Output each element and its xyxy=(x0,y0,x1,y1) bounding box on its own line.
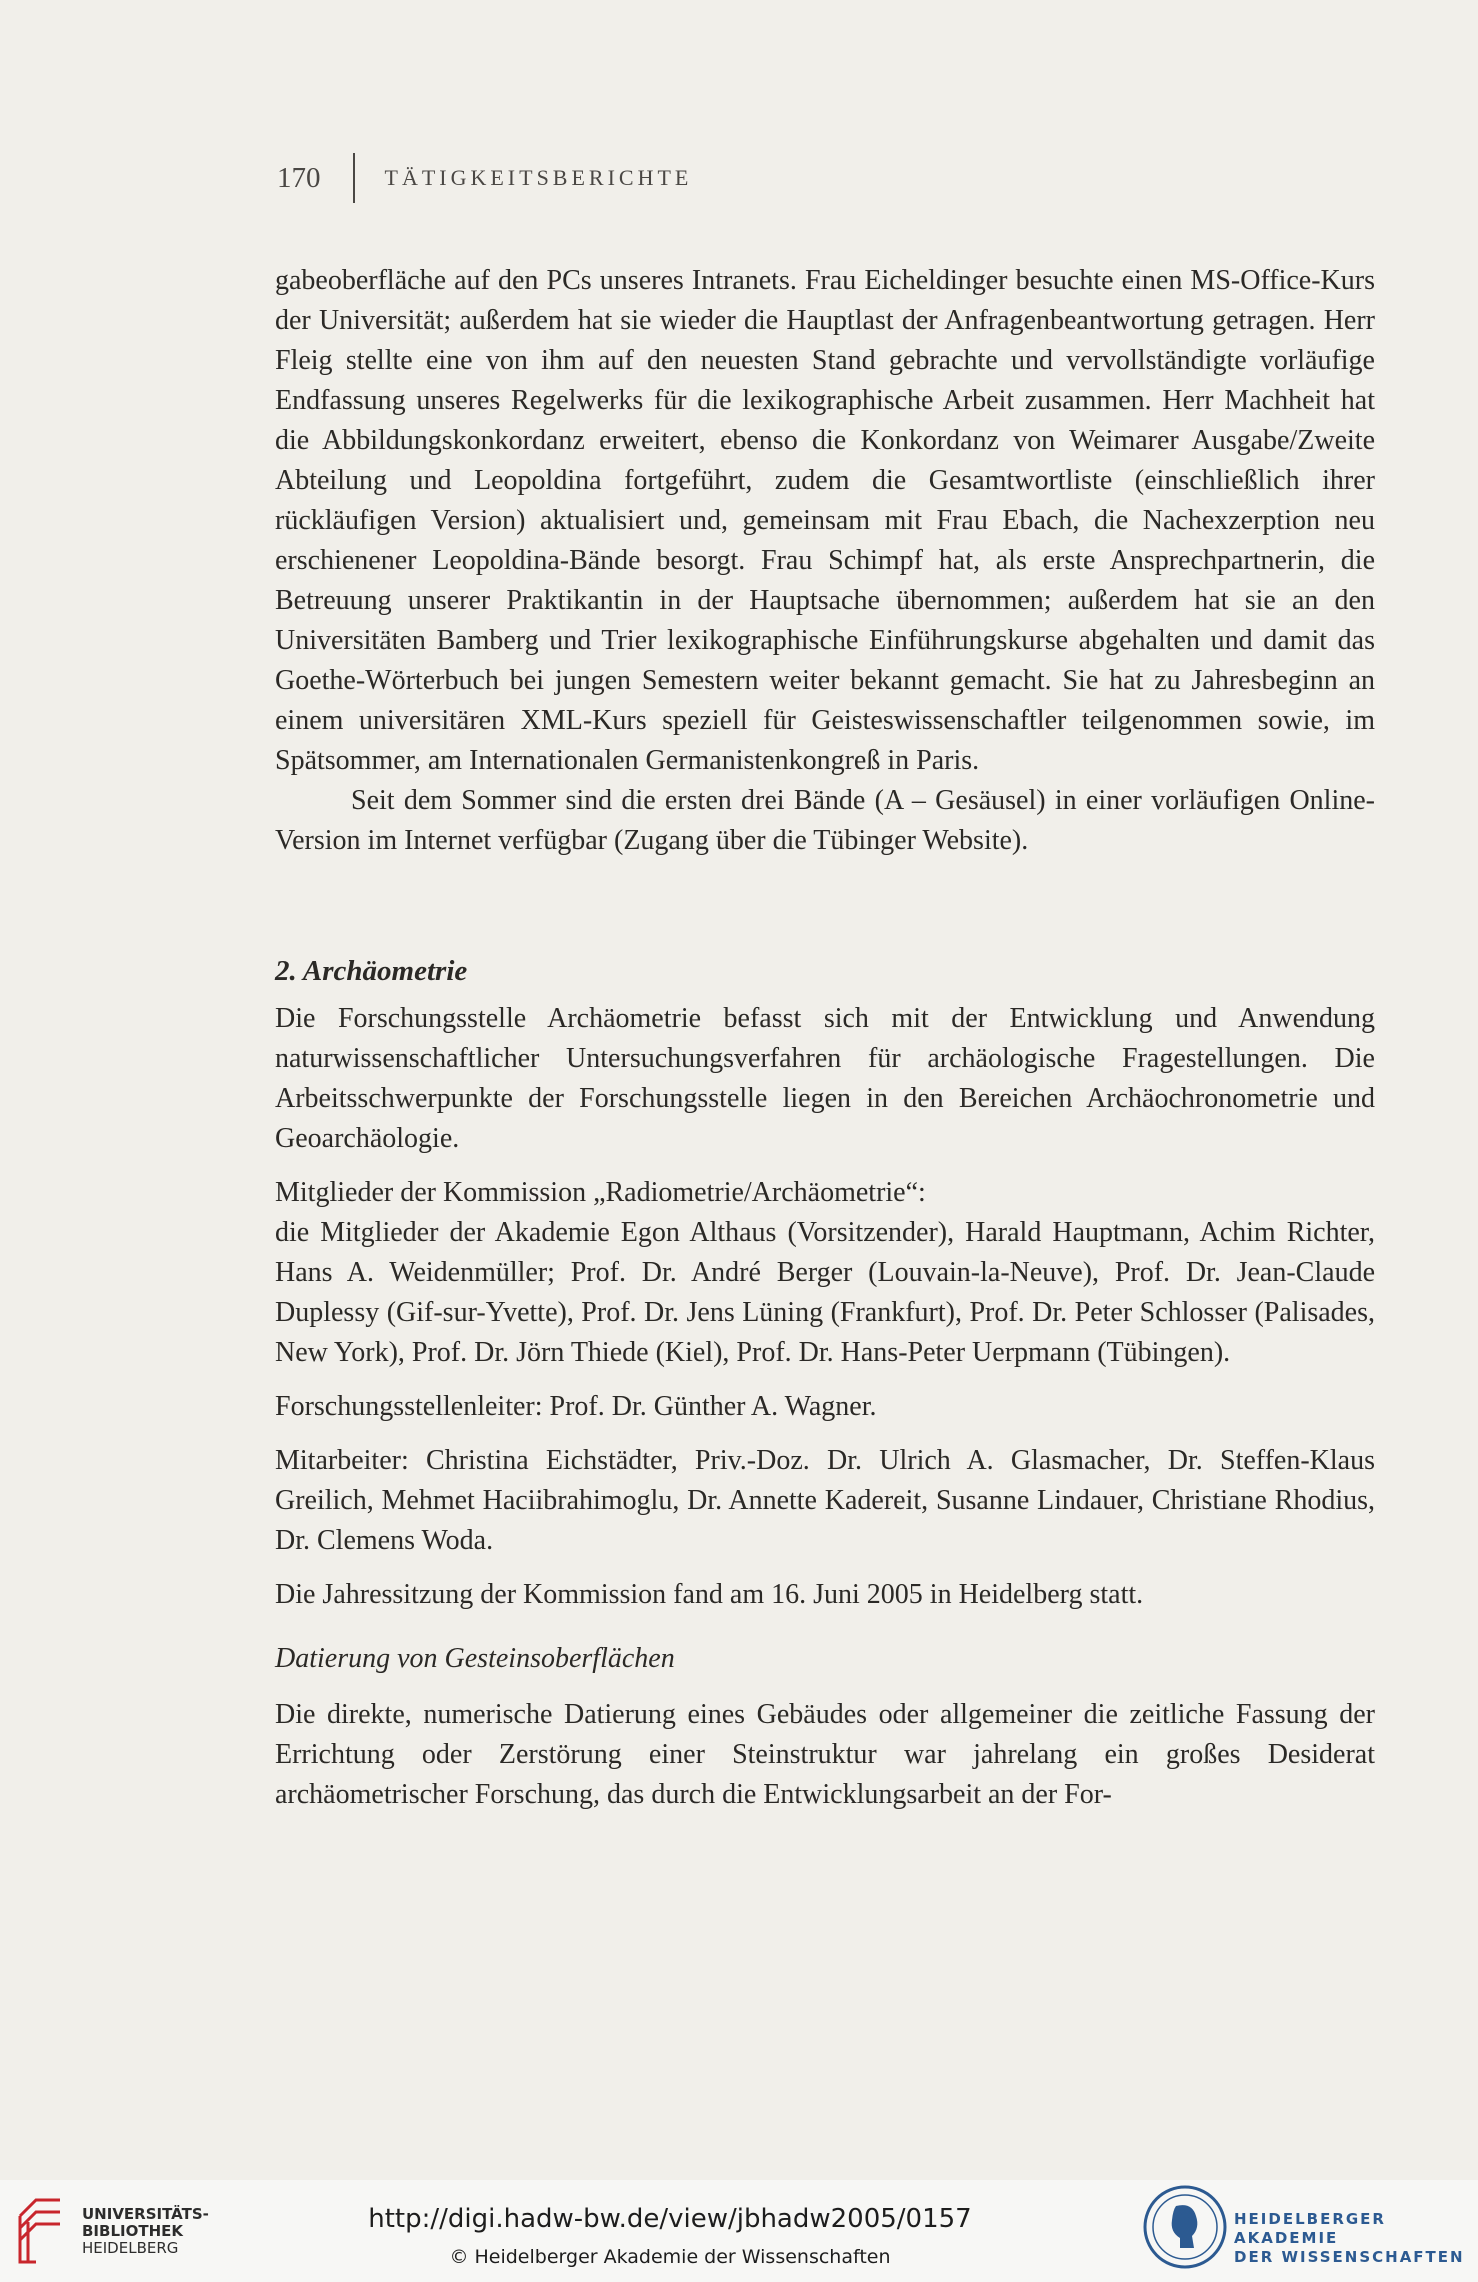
running-title: TÄTIGKEITSBERICHTE xyxy=(384,165,693,190)
page-header xyxy=(277,158,692,198)
academy-name xyxy=(1234,2210,1478,2267)
section-intro: Die Forschungsstelle Archäometrie befasst sich mit der Entwicklung und Anwendung naturwissenschaftlicher Untersuchungsverfahren für archäologische Fragestellungen. Die Arbeitsschwerpunkte der Forschungsstelle liegen in den Bereichen Archäochronometrie und Geoarchäologie. xyxy=(275,1003,1375,1154)
subsection-paragraph: Die direkte, numerische Datierung eines Gebäudes oder allgemeiner die zeitliche Fassung der Errichtung oder Zerstörung einer Steinstruktur war jahrelang ein großes Desiderat archäometrischer Forschung, das durch die Entwicklungsarbeit an der For- xyxy=(275,1699,1375,1810)
digitization-footer xyxy=(0,2180,1478,2282)
page-number: 170 xyxy=(277,161,321,194)
leader-line: Forschungsstellenleiter: Prof. Dr. Günther A. Wagner. xyxy=(275,1391,877,1422)
permalink-url[interactable]: http://digi.hadw-bw.de/view/jbhadw2005/0157 xyxy=(368,2204,972,2234)
header-divider xyxy=(353,153,355,203)
copyright-notice: © Heidelberger Akademie der Wissenschaften xyxy=(449,2246,891,2268)
library-name-line: BIBLIOTHEK xyxy=(82,2222,183,2240)
academy-name-line: HEIDELBERGER AKADEMIE xyxy=(1234,2210,1386,2247)
section-gap xyxy=(275,861,1375,951)
meeting-line: Die Jahressitzung der Kommission fand am 16. Juni 2005 in Heidelberg statt. xyxy=(275,1579,1144,1610)
academy-seal-icon xyxy=(1140,2182,1230,2272)
academy-name-line: DER WISSENSCHAFTEN xyxy=(1234,2248,1465,2266)
members-list: die Mitglieder der Akademie Egon Althaus (Vorsitzender), Harald Hauptmann, Achim Richter, Hans A. Weidenmüller; Prof. Dr. André Berger (Louvain-la-Neuve), Prof. Dr. Jean-Claude Duplessy (Gif-sur-Yvette), Prof. Dr. Jens Lüning (Frankfurt), Prof. Dr. Peter Schlosser (Palisades, New York), Prof. Dr. Jörn Thiede (Kiel), Prof. Dr. Hans-Peter Uerpmann (Tübingen). xyxy=(275,1217,1375,1368)
library-name-line: HEIDELBERG xyxy=(82,2239,179,2257)
subsection-heading: Datierung von Gesteinsoberflächen xyxy=(275,1643,675,1674)
staff-list: Mitarbeiter: Christina Eichstädter, Priv.-Doz. Dr. Ulrich A. Glasmacher, Dr. Steffen-Klaus Greilich, Mehmet Haciibrahimoglu, Dr. Annette Kadereit, Susanne Lindauer, Christiane Rhodius, Dr. Clemens Woda. xyxy=(275,1445,1375,1556)
library-logo-icon xyxy=(14,2188,66,2268)
library-name xyxy=(82,2206,209,2257)
library-name-line: UNIVERSITÄTS- xyxy=(82,2205,209,2223)
section-heading: 2. Archäometrie xyxy=(275,955,468,987)
body-text xyxy=(275,261,1375,1815)
members-heading: Mitglieder der Kommission „Radiometrie/Archäometrie“: xyxy=(275,1177,926,1208)
paragraph: Seit dem Sommer sind die ersten drei Bände (A – Gesäusel) in einer vorläufigen Online-Version im Internet verfügbar (Zugang über die Tübinger Website). xyxy=(275,785,1375,856)
paragraph: gabeoberfläche auf den PCs unseres Intranets. Frau Eicheldinger besuchte einen MS-Office-Kurs der Universität; außerdem hat sie wieder die Hauptlast der Anfragenbeantwortung getragen. Herr Fleig stellte eine von ihm auf den neuesten Stand gebrachte und vervollständigte vorläufige Endfassung unseres Regelwerks für die lexikographische Arbeit zusammen. Herr Machheit hat die Abbildungskonkordanz erweitert, ebenso die Konkordanz von Weimarer Ausgabe/Zweite Abteilung und Leopoldina fortgeführt, zudem die Gesamtwortliste (einschließlich ihrer rückläufigen Version) aktualisiert und, gemeinsam mit Frau Ebach, die Nachexzerption neu erschienener Leopoldina-Bände besorgt. Frau Schimpf hat, als erste Ansprechpartnerin, die Betreuung unserer Praktikantin in der Hauptsache übernommen; außerdem hat sie an den Universitäten Bamberg und Trier lexikographische Einführungskurse abgehalten und damit das Goethe-Wörterbuch bei jungen Semestern weiter bekannt gemacht. Sie hat zu Jahresbeginn an einem universitären XML-Kurs speziell für Geisteswissenschaftler teilgenommen sowie, im Spätsommer, am Internationalen Germanistenkongreß in Paris. xyxy=(275,265,1375,776)
